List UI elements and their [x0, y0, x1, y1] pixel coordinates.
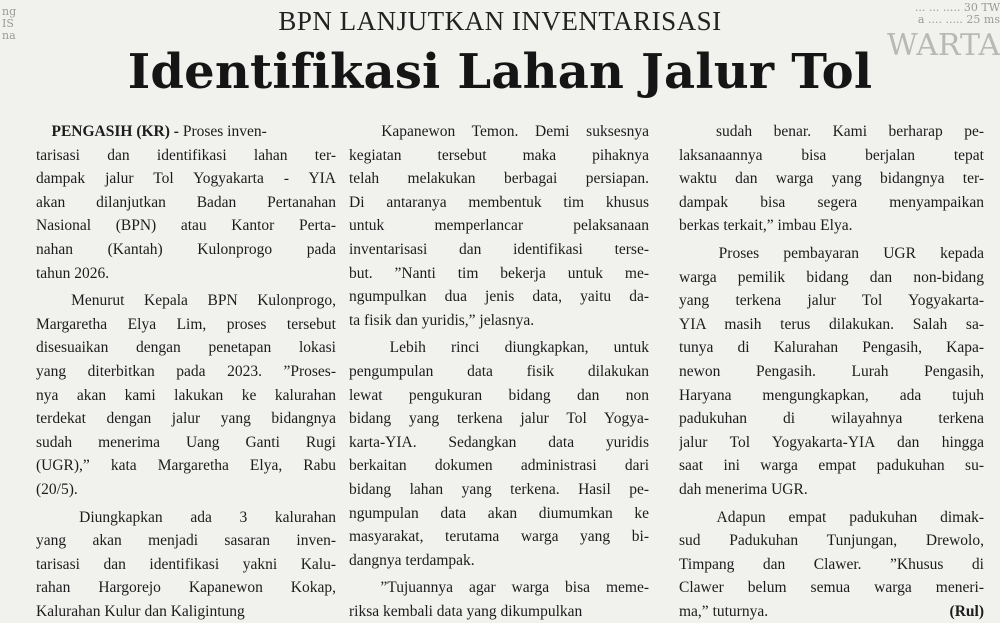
article-text: rahan Hargorejo Kapanewon Kokap, [36, 579, 336, 597]
article-text: inventarisasi dan identifikasi terse- [349, 240, 649, 258]
article-text: tarisasi dan identifikasi yakni Kalu- [36, 555, 336, 573]
article-text-line [36, 431, 336, 455]
article-text: Kalurahan Kulur dan Kaligintung [36, 602, 245, 620]
article-text: sudah benar. Kami berharap pe- [716, 123, 984, 140]
article-text: riksa kembali data yang dikumpulkan [349, 602, 583, 620]
article-text-line [36, 407, 336, 431]
article-text-line [679, 600, 984, 623]
article-text: dangnya terdampak. [349, 551, 475, 569]
article-column-2 [349, 120, 649, 623]
article-text: berkas terkait,” imbau Elya. [679, 217, 853, 235]
article-text: dampak bisa segera menyampaikan [679, 193, 984, 211]
article-text: Proses inven- [182, 123, 267, 140]
article-text-line [679, 289, 984, 313]
article-text: Proses pembayaran UGR kepada [718, 244, 984, 262]
article-text: karta-YIA. Sedangkan data yuridis [349, 433, 649, 451]
article-text: yang diterbitkan pada 2023. ”Proses- [36, 362, 336, 380]
article-text: kegiatan tersebut maka pihaknya [349, 146, 649, 164]
article-text-line [349, 167, 649, 191]
article-text: sudah menerima Uang Ganti Rugi [36, 433, 336, 451]
article-text-line [679, 384, 984, 408]
article-text-line [349, 454, 649, 478]
article-text: dah menerima UGR. [679, 480, 808, 498]
article-text: ta fisik dan yuridis,” jelasnya. [349, 311, 535, 329]
article-text: ngumpulkan dua jenis data, yaitu da- [349, 288, 649, 306]
article-text: Lebih rinci diungkapkan, untuk [389, 339, 649, 357]
article-text: ngumpulan data akan diumumkan ke [349, 504, 649, 522]
article-text: Kapanewon Temon. Demi suksesnya [381, 123, 649, 140]
article-text: padukuhan di wilayahnya terkena [679, 410, 984, 428]
article-text: tunya di Kalurahan Pengasih, Kapa- [679, 339, 984, 357]
article-text-line [36, 576, 336, 600]
article-text: (20/5). [36, 480, 78, 498]
article-text: (UGR),” kata Margaretha Elya, Rabu [36, 457, 336, 475]
article-text: Margaretha Elya Lim, proses tersebut [36, 315, 336, 333]
article-text-line [679, 553, 984, 577]
article-text: Di antaranya membentuk tim khusus [349, 193, 649, 211]
article-text: disesuaikan dengan penetapan lokasi [36, 339, 336, 357]
article-text-line [36, 336, 336, 360]
article-text-line [36, 454, 336, 478]
article-text-line [36, 238, 336, 262]
article-text: terdekat dengan jalur yang bidangnya [36, 410, 336, 428]
article-text: YIA masih terus dilakukan. Salah sa- [679, 315, 984, 333]
article-text-line [36, 262, 336, 286]
article-column-3 [679, 120, 984, 623]
article-text-line [349, 431, 649, 455]
article-text: Haryana mengungkapkan, ada tujuh [679, 386, 984, 404]
article-text-line [36, 478, 336, 502]
bleed-left-line: na [2, 29, 16, 42]
article-text-line [679, 242, 984, 266]
article-text-line [679, 336, 984, 360]
article-text-line [679, 167, 984, 191]
article-column-1 [36, 120, 336, 623]
article-text-line [36, 313, 336, 337]
article-text-line [36, 191, 336, 215]
article-text-line [349, 120, 649, 144]
article-text: Menurut Kepala BPN Kulonprogo, [71, 292, 336, 310]
article-text: telah melakukan berbagai persiapan. [349, 170, 649, 188]
article-text-line [679, 191, 984, 215]
article-text: saat ini warga empat padukuhan su- [679, 457, 984, 475]
article-text: jalur Tol Yogyakarta-YIA dan hingga [679, 433, 984, 451]
article-text-line [349, 549, 649, 573]
article-text-line [349, 576, 649, 600]
article-text-line [679, 144, 984, 168]
article-text-line [349, 384, 649, 408]
article-text-line [36, 384, 336, 408]
article-text-line [349, 309, 649, 333]
article-text-line [349, 336, 649, 360]
article-text: Diungkapkan ada 3 kalurahan [79, 508, 336, 526]
bleed-left-line: IS [2, 17, 14, 30]
article-text: bidang yang terkena jalur Tol Yogya- [349, 410, 649, 428]
article-text: ”Tujuannya agar warga bisa meme- [380, 579, 649, 597]
article-text: pengumpulan data fisik dilakukan [349, 362, 649, 380]
article-text-line [36, 529, 336, 553]
article-text-line [36, 553, 336, 577]
article-kicker: BPN LANJUTKAN INVENTARISASI [278, 6, 722, 36]
article-text-line [679, 407, 984, 431]
article-text-line [349, 525, 649, 549]
bleed-right-heading: WARTA [886, 28, 1000, 63]
article-text-line [679, 454, 984, 478]
article-text-line [349, 238, 649, 262]
bleed-left-line: ng [2, 6, 17, 18]
article-text-line [349, 214, 649, 238]
article-text-line [349, 478, 649, 502]
article-text: laksanaannya bisa berjalan tepat [679, 146, 984, 164]
article-text-line [679, 478, 984, 502]
article-text: yang akan menjadi sasaran inven- [36, 532, 336, 550]
article-text: tarisasi dan identifikasi lahan ter- [36, 146, 336, 164]
article-text-line [36, 167, 336, 191]
article-text: but. ”Nanti tim bekerja untuk me- [349, 264, 649, 282]
article-text: ma,” tuturnya. [679, 602, 769, 620]
article-text-line [36, 120, 336, 144]
article-text: Adapun empat padukuhan dimak- [716, 508, 984, 526]
article-text-line [349, 407, 649, 431]
article-text-line [679, 120, 984, 144]
article-text-line [679, 506, 984, 530]
article-text-line [679, 360, 984, 384]
article-text: untuk memperlancar pelaksanaan [349, 217, 649, 235]
article-text-line [679, 431, 984, 455]
article-text-line [349, 360, 649, 384]
article-headline: Identifikasi Lahan Jalur Tol [127, 44, 873, 100]
dateline: PENGASIH (KR) - [51, 123, 179, 140]
article-text-line [349, 600, 649, 623]
article-text: lewat pengukuran bidang dan non [349, 386, 649, 404]
article-text: masyarakat, terutama warga yang bi- [349, 528, 649, 546]
article-text-line [349, 191, 649, 215]
article-text-line [349, 144, 649, 168]
article-text-line [679, 266, 984, 290]
article-text: sud Padukuhan Tunjungan, Drewolo, [679, 532, 984, 550]
bleed-right-line: a .... ..... 25 ms [917, 13, 1000, 26]
article-text: tahun 2026. [36, 264, 110, 282]
article-text: newon Pengasih. Lurah Pengasih, [679, 362, 984, 380]
article-text-line [36, 289, 336, 313]
article-text: warga pemilik bidang dan non-bidang [679, 268, 984, 286]
article-text-line [349, 262, 649, 286]
article-text: bidang lahan yang terkena. Hasil pe- [349, 480, 649, 498]
article-text: berkaitan dokumen administrasi dari [349, 457, 649, 475]
article-text-line [679, 529, 984, 553]
article-text-line [36, 144, 336, 168]
article-text-line [36, 214, 336, 238]
article-text: nya akan kami lakukan ke kalurahan [36, 386, 336, 404]
article-text: dampak jalur Tol Yogyakarta - YIA [36, 170, 336, 188]
bleed-right-line: ... ... ..... 30 TW [914, 2, 1000, 14]
article-text: Nasional (BPN) atau Kantor Perta- [36, 217, 336, 235]
article-text: Timpang dan Clawer. ”Khusus di [679, 555, 984, 573]
author-credit: (Rul) [949, 602, 984, 620]
article-text-line [679, 576, 984, 600]
article-text-line [349, 285, 649, 309]
article-text-line [349, 502, 649, 526]
article-text: nahan (Kantah) Kulonprogo pada [36, 240, 336, 258]
article-text-line [679, 214, 984, 238]
article-text: waktu dan warga yang bidangnya ter- [679, 170, 984, 188]
article-text: akan dilanjutkan Badan Pertanahan [36, 193, 336, 211]
article-text-line [36, 360, 336, 384]
article-text: Clawer belum semua warga meneri- [679, 579, 984, 597]
article-text-line [679, 313, 984, 337]
article-text-line [36, 600, 336, 623]
article-text: yang terkena jalur Tol Yogyakarta- [679, 292, 984, 310]
article-text-line [36, 506, 336, 530]
